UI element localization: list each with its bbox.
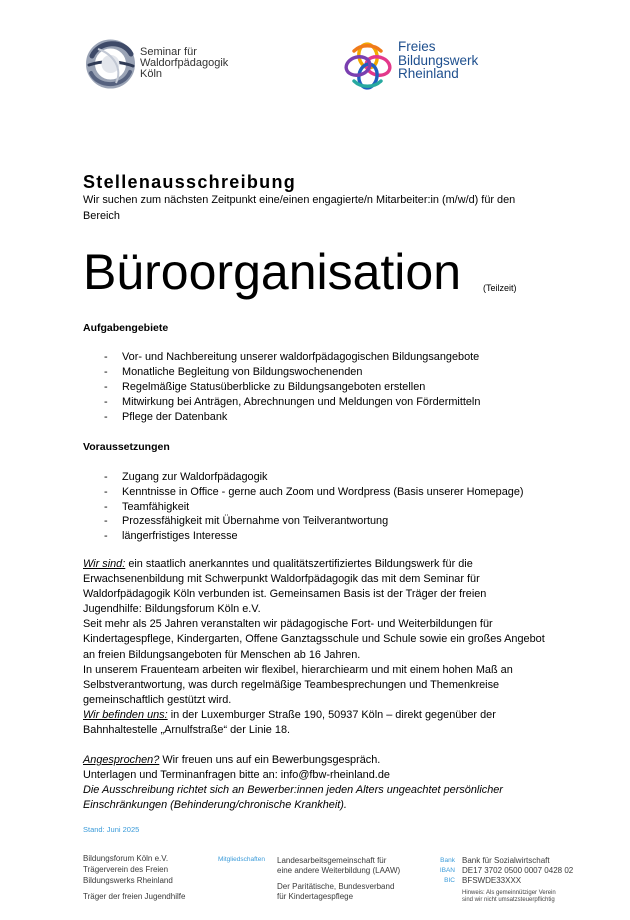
bullet-dash: -	[104, 366, 108, 378]
fbw-logo-text	[398, 40, 478, 81]
bank-details	[425, 856, 615, 886]
paragraph-line: Bahnhaltestelle „Arnulfstraße“ der Linie 18.	[83, 724, 291, 737]
bullet-dash: -	[104, 485, 108, 498]
bank-row	[425, 866, 615, 876]
bullet-dash: -	[104, 381, 108, 393]
paragraph-text: ein staatlich anerkanntes und qualitätszertifiziertes Bildungswerk für die	[128, 558, 473, 570]
membership-laaw	[277, 856, 400, 876]
list-item	[83, 485, 563, 500]
requirements-heading: Voraussetzungen	[83, 441, 170, 453]
footer-line: eine andere Weiterbildung (LAAW)	[277, 866, 401, 875]
paragraph-line: Selbstverantwortung, was durch regelmäßige Teambesprechungen und Themenkreise	[83, 678, 500, 691]
seminar-logo-text	[140, 47, 228, 80]
list-item	[83, 365, 563, 380]
tasks-heading: Aufgabengebiete	[83, 322, 169, 334]
footer-line: Trägerverein des Freien	[83, 865, 169, 874]
requirements-list	[83, 470, 563, 544]
logo-text-line: Köln	[140, 68, 163, 80]
tasks-list	[83, 350, 563, 425]
list-item	[83, 395, 563, 410]
bullet-dash: -	[104, 411, 108, 423]
logo-text-line: Waldorfpädagogik	[140, 57, 229, 69]
logo-text-line: Rheinland	[398, 66, 459, 81]
footer-line: Landesarbeitsgemeinschaft für	[277, 856, 387, 865]
contact-text: Wir freuen uns auf ein Bewerbungsgespräch.	[162, 754, 381, 766]
intro-line: Wir suchen zum nächsten Zeitpunkt eine/einen engagierte/n Mitarbeiter:in (m/w/d) für den	[83, 194, 516, 206]
requirement-text: Prozessfähigkeit mit Übernahme von Teilverantwortung	[122, 515, 389, 528]
list-item	[83, 514, 563, 529]
paragraph-line: Jugendhilfe: Bildungsforum Köln e.V.	[83, 603, 261, 616]
task-text: Vor- und Nachbereitung unserer waldorfpädagogischen Bildungsangebote	[122, 351, 480, 363]
fbw-logo-icon	[341, 39, 395, 93]
we-are-label: Wir sind:	[83, 558, 126, 570]
paragraph-line: an freien Bildungsangeboten für Menschen ab 16 Jahren.	[83, 648, 361, 661]
bank-label: Bank	[440, 857, 455, 864]
bic-value: BFSWDE33XXX	[462, 876, 522, 885]
paragraph-line	[83, 557, 545, 572]
footer-line: Der Paritätische, Bundesverband	[277, 882, 395, 891]
list-item	[83, 500, 563, 515]
notice-line: Die Ausschreibung richtet sich an Bewerber:innen jeden Alters ungeachtet persönlicher	[83, 784, 503, 796]
list-item	[83, 350, 563, 365]
requirement-text: Kenntnisse in Office - gerne auch Zoom und Wordpress (Basis unserer Homepage)	[122, 485, 524, 498]
list-item	[83, 470, 563, 485]
paragraph-line	[83, 708, 545, 723]
documents-text: Unterlagen und Terminanfragen bitte an:	[83, 769, 278, 781]
list-item	[83, 529, 563, 544]
notice-line: Einschränkungen (Behinderung/chronische Krankheit).	[83, 799, 347, 811]
list-item	[83, 380, 563, 395]
bank-row	[425, 876, 615, 886]
bullet-dash: -	[104, 471, 108, 483]
seminar-logo-icon	[83, 36, 138, 91]
bullet-dash: -	[104, 530, 108, 543]
task-text: Monatliche Begleitung von Bildungswochenenden	[122, 366, 363, 378]
task-text: Mitwirkung bei Anträgen, Abrechnungen und Meldungen von Fördermitteln	[122, 396, 481, 408]
bank-name: Bank für Sozialwirtschaft	[462, 856, 550, 865]
tax-note	[462, 890, 556, 904]
bullet-dash: -	[104, 351, 108, 363]
requirement-text: Teamfähigkeit	[122, 500, 190, 513]
intro-line: Bereich	[83, 209, 120, 222]
requirement-text: längerfristiges Interesse	[122, 530, 238, 543]
footer-line: für Kindertagespflege	[277, 892, 354, 901]
logo-rings	[344, 42, 392, 89]
paragraph-line: gemeinschaftlich gestützt wird.	[83, 693, 232, 706]
document-title: Stellenausschreibung	[83, 172, 297, 192]
position-note: (Teilzeit)	[483, 283, 517, 293]
document-date: Stand: Juni 2025	[83, 825, 140, 834]
note-line: Hinweis: Als gemeinnütziger Verein	[462, 890, 556, 896]
contact-line	[83, 753, 503, 768]
paragraph-line: Seit mehr als 25 Jahren veranstalten wir pädagogische Fort- und Weiterbildungen für	[83, 618, 493, 631]
logo-text-line: Bildungswerk	[398, 52, 479, 68]
bic-label: BIC	[444, 877, 455, 884]
footer-org-role: Träger der freien Jugendhilfe	[83, 892, 186, 901]
logo-text-line: Freies	[398, 39, 436, 54]
membership-paritaetische	[277, 882, 394, 902]
contact-line	[83, 768, 503, 783]
footer-line: Bildungsforum Köln e.V.	[83, 854, 169, 863]
logo-text-line: Seminar für	[140, 46, 197, 58]
location-text: in der Luxemburger Straße 190, 50937 Köln – direkt gegenüber der	[170, 708, 496, 721]
bullet-dash: -	[104, 396, 108, 408]
task-text: Pflege der Datenbank	[122, 411, 228, 423]
iban-label: IBAN	[439, 867, 455, 874]
interested-label: Angesprochen?	[83, 754, 160, 766]
paragraph-line: Waldorfpädagogik Köln verbunden ist. Gemeinsamen Basis ist der Träger der freien	[83, 588, 487, 601]
bullet-dash: -	[104, 515, 108, 528]
contact-block	[83, 753, 503, 813]
paragraph-line: Erwachsenenbildung mit Schwerpunkt Waldorfpädagogik das mit dem Seminar für	[83, 573, 480, 586]
footer-line: Bildungswerks Rheinland	[83, 876, 173, 885]
task-text: Regelmäßige Statusüberblicke zu Bildungsangeboten erstellen	[122, 381, 426, 393]
iban-value: DE17 3702 0500 0007 0428 02	[462, 866, 574, 875]
location-label: Wir befinden uns:	[83, 708, 168, 721]
paragraph-line: Kindertagespflege, Kindergarten, Offene Ganztagsschule und Schule sowie ein großes Angebot	[83, 633, 545, 646]
note-line: sind wir nicht umsatzsteuerpflichtig	[462, 897, 555, 903]
intro-text	[83, 193, 515, 224]
memberships-label: Mitgliedschaften	[218, 856, 265, 863]
requirement-text: Zugang zur Waldorfpädagogik	[122, 471, 268, 483]
paragraph-line: In unserem Frauenteam arbeiten wir flexibel, hierarchiearm und mit einem hohen Maß an	[83, 663, 513, 676]
list-item	[83, 410, 563, 425]
bullet-dash: -	[104, 500, 108, 513]
about-paragraph	[83, 557, 545, 738]
bank-row	[425, 856, 615, 866]
footer-organization	[83, 853, 173, 886]
position-title: Büroorganisation	[83, 244, 462, 300]
email-address: info@fbw-rheinland.de	[280, 769, 390, 781]
